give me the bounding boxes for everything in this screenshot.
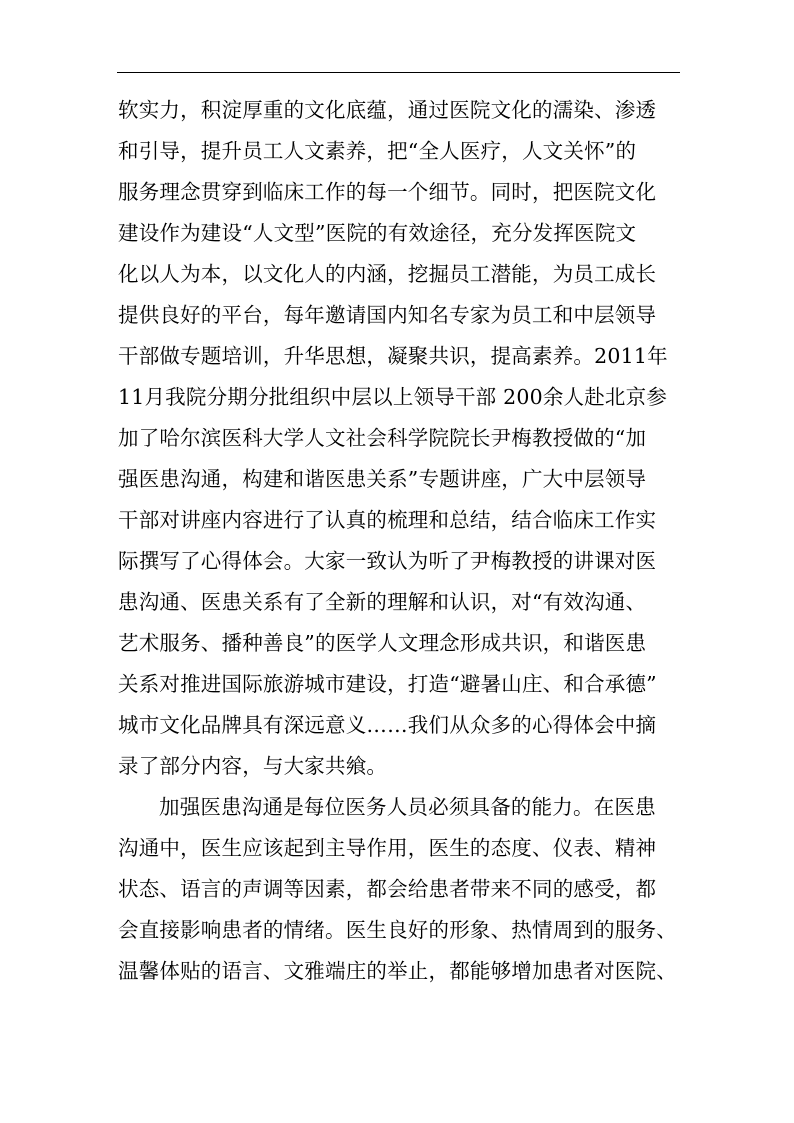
text-line: 城市文化品牌具有深远意义……我们从众多的心得体会中摘 (118, 713, 657, 737)
paragraph-1 (118, 90, 680, 787)
text-line: 关系对推进国际旅游城市建设，打造“避暑山庄、和合承德” (118, 672, 657, 696)
text-line: 际撰写了心得体会。大家一致认为听了尹梅教授的讲课对医 (118, 549, 657, 573)
text-line: 化以人为本，以文化人的内涵，挖掘员工潜能，为员工成长 (118, 262, 657, 286)
text-line: 软实力，积淀厚重的文化底蕴，通过医院文化的濡染、渗透 (118, 98, 657, 122)
text-line-indented: 加强医患沟通是每位医务人员必须具备的能力。在医患 (159, 795, 656, 819)
text-line: 加了哈尔滨医科大学人文社会科学院院长尹梅教授做的“加 (118, 426, 647, 450)
text-line: 录了部分内容，与大家共飨。 (118, 754, 388, 778)
text-line: 干部做专题培训，升华思想，凝聚共识，提高素养。2011年 (118, 344, 668, 368)
text-line: 温馨体贴的语言、文雅端庄的举止，都能够增加患者对医院、 (118, 959, 677, 983)
text-line: 提供良好的平台，每年邀请国内知名专家为员工和中层领导 (118, 303, 657, 327)
text-line: 11月我院分期分批组织中层以上领导干部 200余人赴北京参 (118, 385, 668, 409)
text-line: 状态、语言的声调等因素，都会给患者带来不同的感受，都 (118, 877, 657, 901)
text-line: 会直接影响患者的情绪。医生良好的形象、热情周到的服务、 (118, 918, 677, 942)
text-line: 患沟通、医患关系有了全新的理解和认识，对“有效沟通、 (118, 590, 647, 614)
text-line: 沟通中，医生应该起到主导作用，医生的态度、仪表、精神 (118, 836, 657, 860)
document-body (118, 90, 680, 992)
text-line: 建设作为建设“人文型”医院的有效途径，充分发挥医院文 (118, 221, 637, 245)
text-line: 服务理念贯穿到临床工作的每一个细节。同时，把医院文化 (118, 180, 657, 204)
text-line: 干部对讲座内容进行了认真的梳理和总结，结合临床工作实 (118, 508, 657, 532)
paragraph-2 (118, 787, 680, 992)
text-line: 和引导，提升员工人文素养，把“全人医疗，人文关怀”的 (118, 139, 637, 163)
header-rule (117, 72, 680, 73)
text-line: 强医患沟通，构建和谐医患关系”专题讲座，广大中层领导 (118, 467, 647, 491)
text-line: 艺术服务、播种善良”的医学人文理念形成共识，和谐医患 (118, 631, 647, 655)
